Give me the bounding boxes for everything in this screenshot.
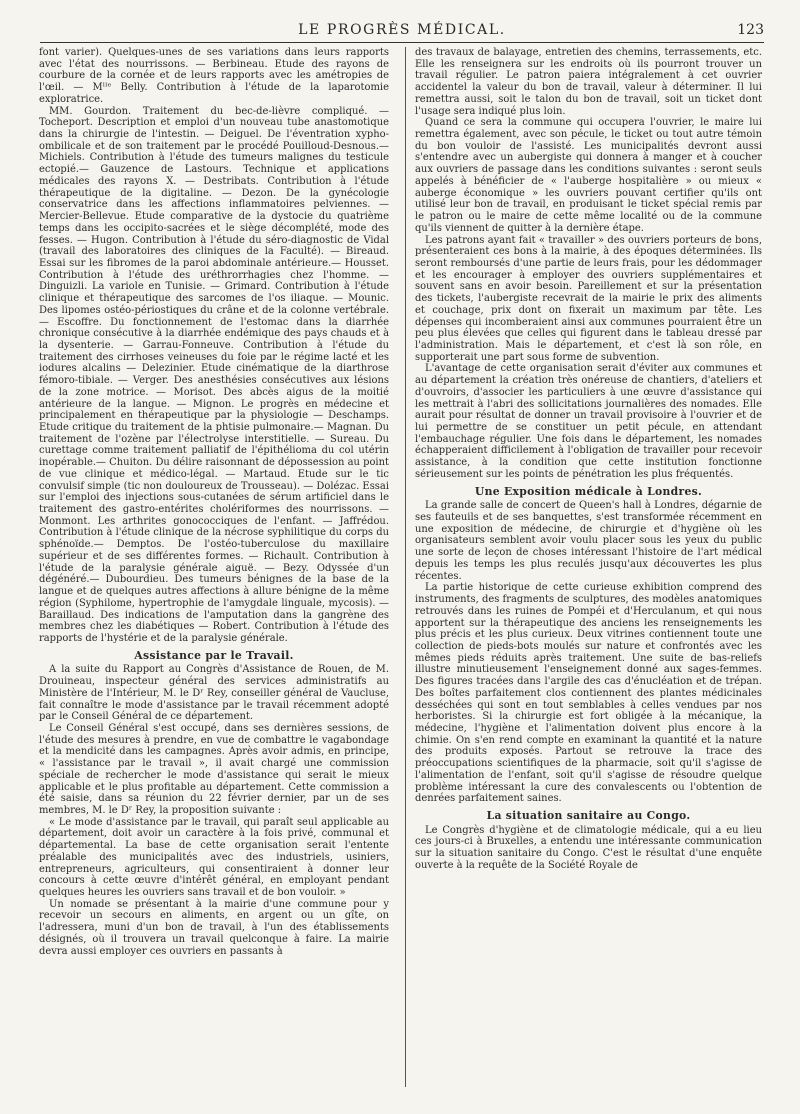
article-paragraph: « Le mode d'assistance par le travail, qui paraît seul applicable au département, doit avoir un caractère à la fois privé, communal et départemental. La base de cette organisation serait l'entente préalable des municipalités avec des industriels, usiniers, entrepreneurs, agriculteurs, qui consentiraient à donner leur concours à cette œuvre d'intérêt général, en employant pendant quelques heures les ouvriers sans travail et de bon vouloir. » [39,816,389,899]
article-paragraph: L'avantage de cette organisation serait d'éviter aux communes et au département la création très onéreuse de chantiers, d'ateliers et d'ouvroirs, d'associer les particuliers à une œuvre d'assistance qui les mettrait à l'abri des sollicitations journalières des nomades. Elle aurait pour résultat de donner un travail provisoire à l'ouvrier et de lui permettre de se constituer un petit pécule, en attendant l'embauchage régulier. Une fois dans le département, les nomades échapperaient difficilement à l'obligation de travailler pour recevoir assistance, à la condition que cette institution fonctionne sérieusement sur les points de pénétration les plus fréquentés. [415,363,762,480]
theses-paragraph: font varier). Quelques-unes de ses variations dans leurs rapports avec l'état des nourrissons. — Berbineau. Etude des rayons de courbure de la cornée et de leurs rapports avec les amétropies de l'œil. — Mˡˡᵉ Belly. Contribution à l'étude de la laparotomie exploratrice. [39,47,389,105]
article-paragraph: La partie historique de cette curieuse exhibition comprend des instruments, des fragments de sculptures, des modèles anatomiques retrouvés dans les ruines de Pompéi et d'Herculanum, et qui nous apportent sur la thérapeutique des anciens les renseignements les plus précis et les plus curieux. Deux vitrines contiennent toute une collection de pieds-bots moulés sur nature et confrontés avec les mêmes pieds réduits après traitement. Une suite de bas-reliefs illustre minutieusement l'enseignement donné aux sages-femmes. Des figures tracées dans l'argile des cas d'énucléation et de trépan. Des boîtes parfaitement clos contiennent des plantes médicinales desséchées qui sont en tout semblables à celles vendues par nos herboristes. Si la chirurgie est fort obligée à la mécanique, la médecine, l'hygiène et l'alimentation doivent plus encore à la chimie. On s'en rend compte en examinant la quantité et la nature des produits exposés. Partout se retrouve la trace des préoccupations scientifiques de la pharmacie, soit qu'il s'agisse de l'alimentation de l'enfant, soit qu'il s'agisse de résoudre quelque problème intéressant la cure des convalescents ou l'obtention de denrées parfaitement saines. [415,582,762,805]
running-header [40,20,764,43]
article-paragraph: Le Congrès d'hygiène et de climatologie médicale, qui a eu lieu ces jours-ci à Bruxelles, a entendu une intéressante communication sur la situation sanitaire du Congo. C'est le résultat d'une enquête ouverte à la requête de la Société Royale de [415,824,762,871]
section-heading: Une Exposition médicale à Londres. [474,484,703,498]
article-paragraph: Quand ce sera la commune qui occupera l'ouvrier, le maire lui remettra également, avec son pécule, le ticket ou tout autre témoin du bon vouloir de l'assisté. Les municipalités devront aussi s'entendre avec un aubergiste qui donnera à manger et à coucher aux ouvriers de passage dans les conditions suivantes : seront seuls appelés à bénéficier de « l'auberge hospitalière » ou mieux « auberge économique » les ouvriers pouvant certifier qu'ils ont utilisé leur bon de travail, en produisant le ticket spécial remis par le patron ou le maire de cette même localité ou de la commune qu'ils viennent de quitter à la dernière étape. [415,117,762,234]
left-column [39,47,389,957]
article-paragraph: A la suite du Rapport au Congrès d'Assistance de Rouen, de M. Drouineau, inspecteur général des services administratifs au Ministère de l'Intérieur, M. le Dʳ Rey, conseiller général de Vaucluse, fait connaître le mode d'assistance par le travail récemment adopté par le Conseil Général de ce département. [39,664,389,723]
article-paragraph: Le Conseil Général s'est occupé, dans ses dernières sessions, de l'étude des mesures à prendre, en vue de combattre le vagabondage et la mendicité dans les campagnes. Après avoir admis, en principe, « l'assistance par le travail », il avait chargé une commission spéciale de rechercher le mode d'assistance qui serait le mieux applicable et le plus profitable au département. Cette commission a été saisie, dans sa réunion du 22 février dernier, par un de ses membres, M. le Dʳ Rey, la proposition suivante : [39,722,389,816]
column-divider [405,47,406,1087]
section-heading: La situation sanitaire au Congo. [486,809,691,822]
article-paragraph: Les patrons ayant fait « travailler » des ouvriers porteurs de bons, présenteraient ces bons à la mairie, à des époques déterminées. Ils seront remboursés d'une partie de leurs frais, pour les dédommager et les encourager à employer des ouvriers supplémentaires et souvent sans en avoir besoin. Pareillement et sur la présentation des tickets, l'aubergiste recevrait de la mairie le prix des aliments et couchage, prix dont on fixerait un maximum par tête. Les dépenses qui incomberaient ainsi aux communes pourraient être un peu plus élevées que celles qui figurent dans le tableau dressé par l'administration. Mais le département, et c'est là son rôle, en supporterait une part sous forme de subvention. [415,234,762,363]
page-number: 123 [737,22,764,38]
right-column [415,47,762,872]
section-heading: Assistance par le Travail. [134,648,294,662]
theses-paragraph: MM. Gourdon. Traitement du bec-de-lièvre compliqué. — Tocheport. Description et emploi d'un nouveau tube anastomotique dans la chirurgie de l'intestin. — Deiguel. De l'éventration xypho-ombilicale et de son traitement par le procédé Pouilloud-Desnous.— Michiels. Contribution à l'étude des tumeurs malignes du testicule ectopié.— Gauzence de Lastours. Technique et applications médicales des rayons X. — Destribats. Contribution à l'étude thérapeutique de la digitaline. — Dezon. De la gynécologie conservatrice dans les affections inflammatoires pelviennes. — Mercier-Bellevue. Etude comparative de la dystocie du quatrième temps dans les occipito-sacrées et le siège décomplété, mode des fesses. — Hugon. Contribution à l'étude du séro-diagnostic de Vidal (travail des laboratoires des cliniques de la Faculté). — Bireaud. Essai sur les fibromes de la paroi abdominale antérieure.— Housset. Contribution à l'étude des uréthrorrhagies chez l'homme. — Dinguizli. La variole en Tunisie. — Grimard. Contribution à l'étude clinique et thérapeutique des sarcomes de l'os iliaque. — Mounic. Des lipomes ostéo-périostiques du crâne et de la colonne vertébrale.— Escoffre. Du fonctionnement de l'estomac dans la diarrhée chronique consécutive à la diarrhée endémique des pays chauds et à la dysenterie. — Garrau-Fonneuve. Contribution à l'étude du traitement des cirrhoses veineuses du foie par le régime lacté et les iodures alcalins — Delezinier. Etude cinématique de la diarthrose fémoro-tibiale. — Verger. Des anesthésies consécutives aux lésions de la zone motrice. — Morisot. Des abcès aigus de la moitié antérieure de la langue. — Mignon. Le progrès en médecine et principalement en thérapeutique par la physiologie — Deschamps. Etude critique du traitement de la phtisie pulmonaire.— Magnan. Du traitement de l'ozène par l'électrolyse interstitielle. — Sureau. Du curettage comme traitement palliatif de l'épithélioma du col utérin inopérable.— Chuiton. Du délire raisonnant de dépossession au point de vue clinique et médico-légal. — Martaud. Etude sur le tic convulsif simple (tic non douloureux de Trousseau). — Dolézac. Essai sur l'emploi des injections sous-cutanées de sérum artificiel dans le traitement des gastro-entérites cholériformes des nourrissons. — Monmont. Les arthrites gonococciques de l'enfant. — Jaffrédou. Contribution à l'étude clinique de la nécrose syphilitique du corps du sphénoïde.— Demptos. De l'ostéo-tuberculose du maxillaire supérieur et de ses différentes formes. — Richault. Contribution à l'étude de la paralysie générale aiguë. — Bezy. Odyssée d'un dégénéré.— Dubourdieu. Des tumeurs bénignes de la base de la langue et de quelques autres affections à allure bénigne de la même région (Syphilome, hypertrophie de l'amygdale linguale, mycosis). — Baraillaud. Des indications de l'amputation dans la gangrène des membres chez les diabétiques — Robert. Contribution à l'étude des rapports de l'hystérie et de la paralysie générale. [39,105,389,644]
article-paragraph: des travaux de balayage, entretien des chemins, terrassements, etc. Elle les renseignera sur les endroits où ils pourront trouver un travail régulier. Le patron paiera intégralement à cet ouvrier accidentel la valeur du bon de travail, valeur à déterminer. Il lui remettra aussi, soit le talon du bon de travail, soit un ticket dont l'usage sera indiqué plus loin. [415,47,762,117]
article-paragraph: Un nomade se présentant à la mairie d'une commune pour y recevoir un secours en aliments, en argent ou un gîte, on l'adressera, muni d'un bon de travail, à l'un des établissements désignés, où il trouvera un travail quelconque à faire. La mairie devra aussi employer ces ouvriers en passants à [39,898,389,957]
article-paragraph: La grande salle de concert de Queen's hall à Londres, dégarnie de ses fauteuils et de ses banquettes, s'est transformée récemment en une exposition de médecine, de chirurgie et d'hygiène où les organisateurs semblent avoir voulu placer sous les yeux du public une sorte de leçon de choses intéressant l'histoire de l'art médical depuis les temps les plus reculés jusqu'aux découvertes les plus récentes. [415,500,762,582]
journal-title: LE PROGRÈS MÉDICAL. [298,22,506,38]
